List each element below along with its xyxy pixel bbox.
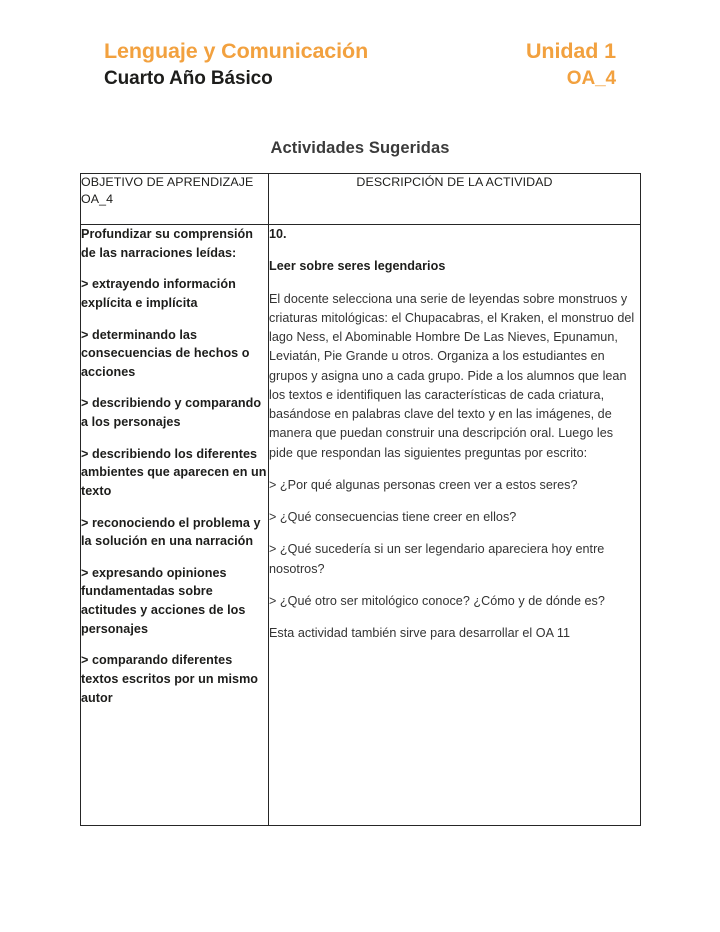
document-header <box>104 38 616 91</box>
activities-table <box>80 173 641 826</box>
objective-cell <box>81 225 269 826</box>
activity-number: 10. <box>269 227 287 241</box>
unit-title: Unidad 1 <box>526 39 616 63</box>
grade-title: Cuarto Año Básico <box>104 67 273 89</box>
table-body-row <box>81 225 641 826</box>
description-cell <box>269 225 641 826</box>
activity-question: > ¿Qué sucedería si un ser legendario apareciera hoy entre nosotros? <box>269 542 605 576</box>
activity-heading: Leer sobre seres legendarios <box>269 259 446 274</box>
objective-bullet: > describiendo y comparando a los personajes <box>81 396 262 429</box>
section-title: Actividades Sugeridas <box>270 139 450 157</box>
objective-bullet: > expresando opiniones fundamentadas sobre actitudes y acciones de los personajes <box>81 565 246 636</box>
column-header-objective: OBJETIVO DE APRENDIZAJE OA_4 <box>81 174 269 225</box>
subject-title: Lenguaje y Comunicación <box>104 39 369 63</box>
objective-bullet: > describiendo los diferentes ambientes que aparecen en un texto <box>81 446 267 498</box>
objective-bullet: > extrayendo información explícita e implícita <box>81 277 236 310</box>
column-header-description: DESCRIPCIÓN DE LA ACTIVIDAD <box>269 174 641 225</box>
objective-bullet: > reconociendo el problema y la solución en una narración <box>81 515 261 549</box>
header-left-block <box>104 38 368 91</box>
activity-question: > ¿Por qué algunas personas creen ver a estos seres? <box>269 477 578 492</box>
oa-code-title: OA_4 <box>566 67 616 89</box>
activity-closing-note: Esta actividad también sirve para desarrollar el OA 11 <box>269 626 570 641</box>
activity-question: > ¿Qué otro ser mitológico conoce? ¿Cómo y de dónde es? <box>269 593 605 608</box>
header-right-block <box>526 38 616 91</box>
table-header-row <box>81 174 641 225</box>
activity-body-text: El docente selecciona una serie de leyendas sobre monstruos y criaturas mitológicas: el Chupacabras, el Kraken, el monstruo del lago Ness, el Abominable Hombre De Las Nieves, Epunamun, Leviatán, Pie Grande u otros. Organiza a los estudiantes en grupos y asigna uno a cada grupo. Pide a los alumnos que lean los textos e identifiquen las características de cada criatura, basándose en palabras clave del texto y en las imágenes, de manera que puedan construir una descripción oral. Luego les pide que respondan las siguientes preguntas por escrito: <box>269 291 635 460</box>
objective-intro: Profundizar su comprensión de las narraciones leídas: <box>81 227 254 260</box>
objective-bullet: > determinando las consecuencias de hechos o acciones <box>81 327 250 379</box>
objective-bullet: > comparando diferentes textos escritos por un mismo autor <box>81 653 259 705</box>
activity-question: > ¿Qué consecuencias tiene creer en ellos? <box>269 510 517 525</box>
